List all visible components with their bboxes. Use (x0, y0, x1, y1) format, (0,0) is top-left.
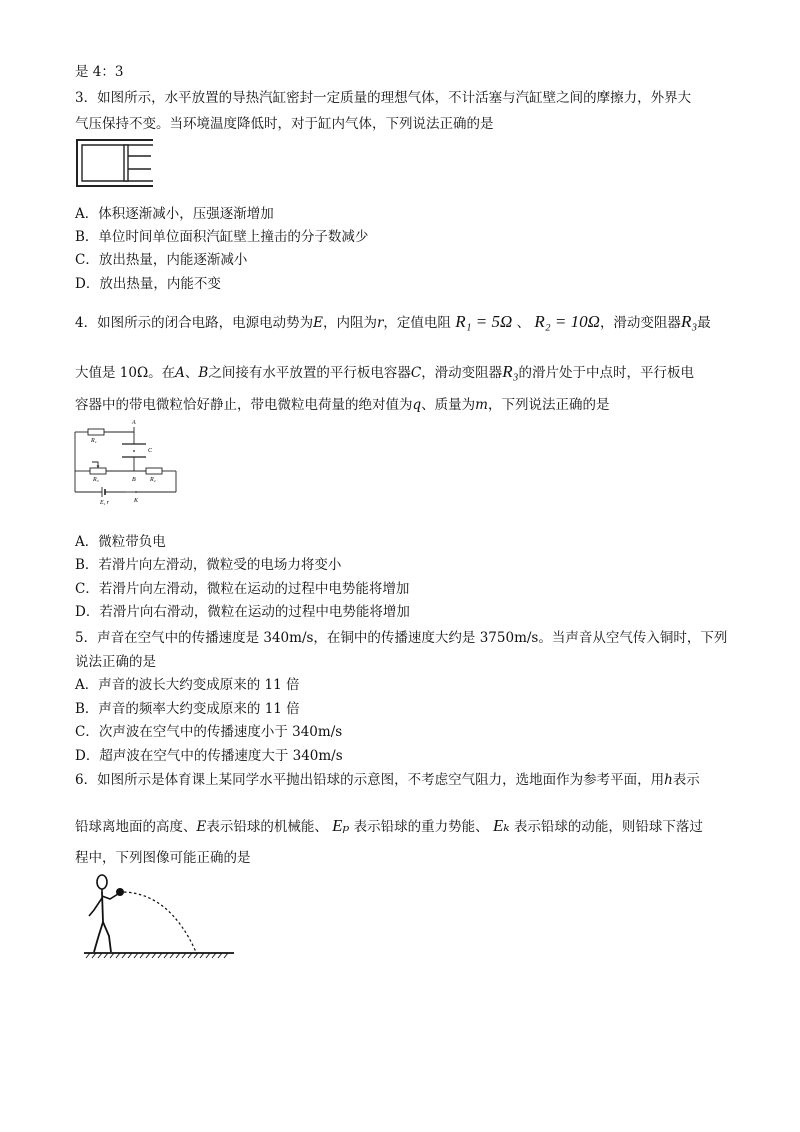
q4-text: 容器中的带电微粒恰好静止，带电微粒电荷量的绝对值为 (75, 397, 413, 413)
r3-symbol: R₃ (680, 312, 698, 331)
q4-text: 的滑片处于中点时，平行板电 (518, 365, 694, 381)
q4-stem-line1 (75, 313, 711, 331)
thrower-left-leg (94, 922, 103, 952)
label-k: K (134, 498, 139, 504)
q3-option-a: A．体积逐渐减小，压强逐渐增加 (75, 206, 274, 222)
ep-symbol: Eₚ (332, 816, 350, 835)
var-r: r (376, 315, 384, 331)
q6-text: 6．如图所示是体育课上某同学水平抛出铅球的示意图，不考虑空气阻力，选地面作为参考平面，用 (75, 772, 665, 788)
circuit-diagram (72, 418, 182, 508)
q4-text: 之间接有水平放置的平行板电容器 (208, 365, 411, 381)
thrower-right-leg (103, 922, 111, 952)
q4-option-b: B．若滑片向左滑动，微粒受的电场力将变小 (75, 557, 342, 573)
var-q: q (412, 397, 422, 413)
q4-option-d: D．若滑片向右滑动，微粒在运动的过程中电势能将增加 (75, 604, 410, 620)
thrower-back-arm (89, 898, 102, 916)
q4-sep: 、 (516, 315, 531, 331)
q6-stem-line1 (75, 774, 700, 788)
label-a: A (132, 420, 136, 426)
q6-text: 铅球离地面的高度、 (75, 819, 197, 835)
q5-stem-line1: 5．声音在空气中的传播速度是 340m/s，在铜中的传播速度大约是 3750m/s。当声音从空气传入铜时，下列 (75, 630, 728, 646)
resistor-r1 (88, 429, 104, 435)
q5-option-a: A．声音的波长大约变成原来的 11 倍 (75, 677, 300, 693)
q6-text: 表示铅球的动能，则铅球下落过 (513, 819, 703, 835)
var-c: C (410, 365, 422, 381)
q5-option-c: C．次声波在空气中的传播速度小于 340m/s (75, 724, 343, 740)
q4-text: 最 (697, 315, 711, 331)
q3-option-c: C．放出热量，内能逐渐减小 (75, 252, 248, 268)
q5-option-d: D．超声波在空气中的传播速度大于 340m/s (75, 748, 343, 764)
q4-stem-line2 (75, 363, 694, 381)
q4-text: ，下列说法正确的是 (487, 397, 610, 413)
thrower-head (97, 875, 107, 889)
q4-option-a: A．微粒带负电 (75, 534, 166, 550)
q6-text: 表示铅球的重力势能、 (353, 819, 489, 835)
shot-put-ball (116, 888, 124, 896)
thrower-throwing-arm (102, 894, 118, 899)
q4-text: ，滑动变阻器 (599, 315, 681, 331)
cylinder-diagram (75, 138, 155, 188)
q6-stem-line3: 程中，下列图像可能正确的是 (75, 850, 251, 866)
cylinder-inner-wall (82, 145, 153, 181)
shot-put-diagram (80, 872, 240, 962)
r3-symbol: R₃ (502, 362, 519, 381)
q3-stem-line1: 3．如图所示，水平放置的导热汽缸密封一定质量的理想气体，不计活塞与汽缸壁之间的摩擦力，外界大 (75, 90, 692, 106)
charged-particle (133, 450, 135, 452)
r2-equation: R₂ = 10Ω (534, 312, 600, 331)
top-fragment: 是 4：3 (75, 64, 124, 80)
r1-equation: R₁ = 5Ω (455, 312, 513, 331)
ek-symbol: Eₖ (492, 816, 510, 835)
q4-text: 、质量为 (421, 397, 476, 413)
q6-stem-line2 (75, 817, 703, 835)
q5-stem-line2: 说法正确的是 (75, 654, 156, 670)
label-c: C (148, 448, 153, 454)
var-b: B (198, 365, 209, 381)
cylinder-outer-wall (77, 140, 153, 186)
q4-text: 、 (184, 365, 199, 381)
q6-text: 表示铅球的机械能、 (206, 819, 328, 835)
q6-text: 表示 (672, 772, 700, 788)
label-b: B (132, 477, 136, 483)
q3-option-b: B．单位时间单位面积汽缸壁上撞击的分子数减少 (75, 229, 369, 245)
q5-option-b: B．声音的频率大约变成原来的 11 倍 (75, 701, 300, 717)
piston (124, 145, 128, 181)
var-a: A (175, 365, 185, 381)
q4-stem-line3 (75, 399, 609, 413)
label-r2: R₂ (150, 477, 156, 483)
label-er: E, r (100, 500, 109, 506)
q4-text: ，内阻为 (322, 315, 377, 331)
resistor-r3 (90, 468, 106, 474)
var-m: m (475, 397, 488, 413)
q4-text: ，滑动变阻器 (421, 365, 503, 381)
q4-option-c: C．若滑片向左滑动，微粒在运动的过程中电势能将增加 (75, 581, 410, 597)
q3-stem-line2: 气压保持不变。当环境温度降低时，对于缸内气体，下列说法正确的是 (75, 116, 494, 132)
trajectory-dashed (124, 892, 196, 952)
q3-option-d: D．放出热量，内能不变 (75, 276, 221, 292)
q4-text: ，定值电阻 (383, 315, 451, 331)
resistor-r2 (146, 468, 162, 474)
var-h: h (664, 772, 673, 788)
var-e: E (313, 315, 323, 331)
var-e: E (196, 819, 207, 835)
q4-text: 大值是 10Ω。在 (75, 365, 176, 381)
slider-contact (92, 462, 98, 468)
label-r3: R₃ (93, 477, 99, 483)
label-r1: R₁ (91, 438, 97, 444)
q4-text: 4．如图所示的闭合电路，电源电动势为 (75, 315, 314, 331)
